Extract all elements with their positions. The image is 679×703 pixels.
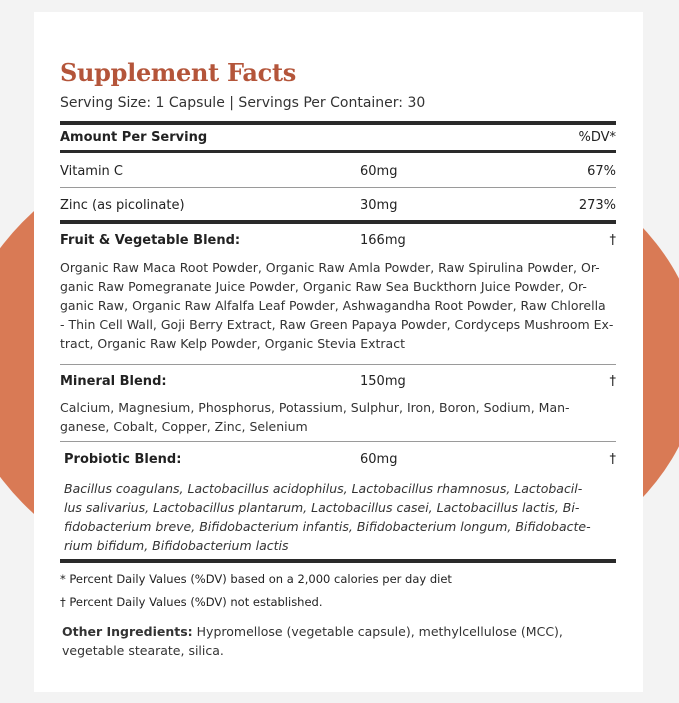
blend-amount: 166mg	[360, 233, 406, 248]
other-ingredients	[62, 622, 610, 660]
blend-dv: †	[609, 452, 616, 467]
footnote-dv: * Percent Daily Values (%DV) based on a 2,000 calories per day diet	[60, 572, 452, 586]
ingredient-line: - Thin Cell Wall, Goji Berry Extract, Raw Green Papaya Powder, Cordyceps Mushroom Ex-	[60, 317, 614, 332]
serving-info: Serving Size: 1 Capsule | Servings Per Container: 30	[60, 95, 426, 111]
blend-ingredients	[60, 258, 616, 353]
nutrient-amount: 60mg	[360, 164, 398, 179]
ingredient-line: ganic Raw, Organic Raw Alfalfa Leaf Powder, Ashwagandha Root Powder, Raw Chlorella	[60, 298, 606, 313]
nutrient-dv: 273%	[578, 198, 616, 213]
blend-amount: 60mg	[360, 452, 398, 467]
ingredient-line: ganese, Cobalt, Copper, Zinc, Selenium	[60, 419, 308, 434]
blend-row	[64, 452, 616, 470]
ingredient-line: Bacillus coagulans, Lactobacillus acidophilus, Lactobacillus rhamnosus, Lactobacil-	[64, 481, 583, 496]
divider	[60, 441, 616, 442]
table-header-row	[60, 130, 616, 148]
table-row	[60, 198, 616, 216]
blend-amount: 150mg	[360, 374, 406, 389]
supplement-facts-panel	[34, 12, 643, 692]
other-ingredients-text: vegetable stearate, silica.	[62, 643, 224, 658]
ingredient-line: fidobacterium breve, Bifidobacterium infantis, Bifidobacterium longum, Bifidobacte-	[64, 519, 591, 534]
dv-header: %DV*	[578, 130, 616, 145]
ingredient-line: Organic Raw Maca Root Powder, Organic Raw Amla Powder, Raw Spirulina Powder, Or-	[60, 260, 600, 275]
divider	[60, 187, 616, 188]
blend-row	[60, 233, 616, 251]
nutrient-name: Zinc (as picolinate)	[60, 198, 185, 213]
blend-ingredients	[60, 398, 616, 436]
ingredient-line: rium bifidum, Bifidobacterium lactis	[64, 538, 289, 553]
footnote-dagger: † Percent Daily Values (%DV) not established.	[60, 595, 323, 609]
divider	[60, 121, 616, 125]
divider	[60, 559, 616, 563]
amount-per-serving-header: Amount Per Serving	[60, 130, 208, 145]
blend-ingredients	[64, 479, 616, 555]
page-title: Supplement Facts	[60, 58, 296, 87]
blend-dv: †	[609, 233, 616, 248]
blend-name: Mineral Blend:	[60, 374, 167, 389]
ingredient-line: Calcium, Magnesium, Phosphorus, Potassium, Sulphur, Iron, Boron, Sodium, Man-	[60, 400, 570, 415]
ingredient-line: tract, Organic Raw Kelp Powder, Organic Stevia Extract	[60, 336, 405, 351]
divider	[60, 364, 616, 365]
divider	[60, 150, 616, 153]
divider	[60, 220, 616, 224]
nutrient-name: Vitamin C	[60, 164, 124, 179]
ingredient-line: ganic Raw Pomegranate Juice Powder, Organic Raw Sea Buckthorn Juice Powder, Or-	[60, 279, 587, 294]
blend-row	[60, 374, 616, 392]
nutrient-amount: 30mg	[360, 198, 398, 213]
other-ingredients-label: Other Ingredients:	[62, 624, 193, 639]
other-ingredients-text: Hypromellose (vegetable capsule), methylcellulose (MCC),	[192, 624, 563, 639]
blend-name: Probiotic Blend:	[64, 452, 182, 467]
table-row	[60, 164, 616, 182]
nutrient-dv: 67%	[587, 164, 616, 179]
ingredient-line: lus salivarius, Lactobacillus plantarum, Lactobacillus casei, Lactobacillus lactis, Bi-	[64, 500, 580, 515]
blend-dv: †	[609, 374, 616, 389]
blend-name: Fruit & Vegetable Blend:	[60, 233, 241, 248]
